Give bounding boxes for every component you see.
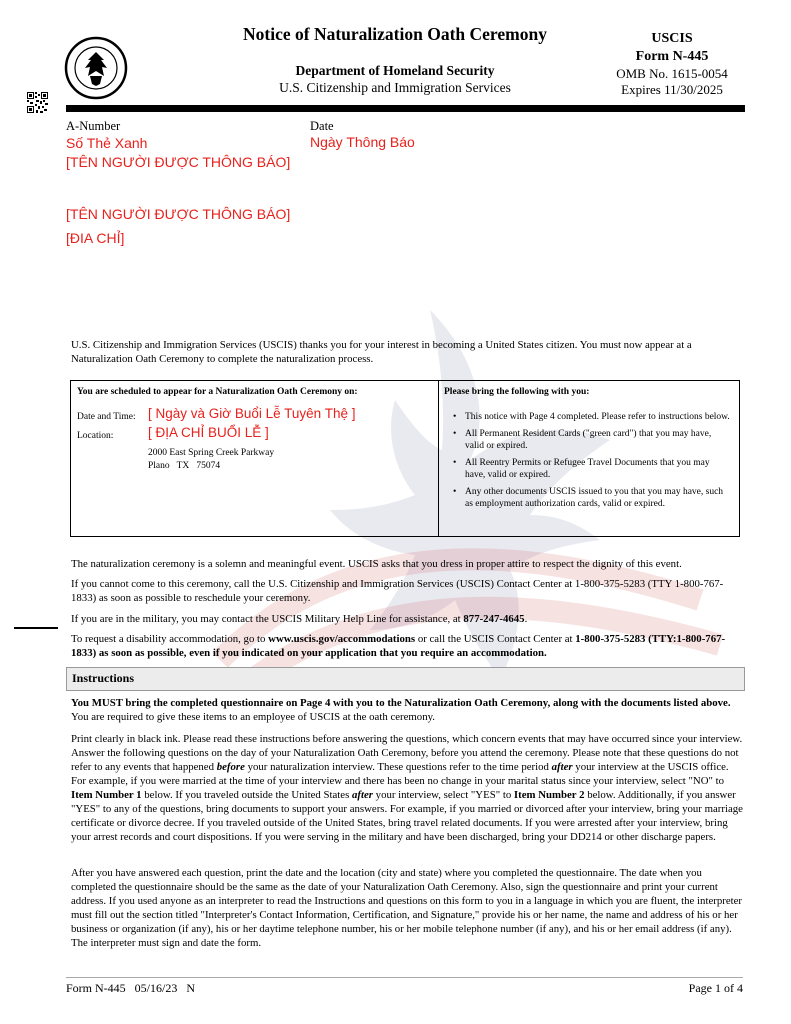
omb-number: OMB No. 1615-0054 (616, 66, 728, 81)
margin-rule (14, 627, 58, 629)
ceremony-location[interactable]: [ ĐỊA CHỈ BUỔI LỄ ] (148, 425, 269, 440)
ceremony-date-time[interactable]: [ Ngày và Giờ Buổi Lễ Tuyên Thệ ] (148, 406, 356, 421)
agency-short: USCIS (651, 31, 693, 46)
intro-paragraph: U.S. Citizenship and Immigration Services (USCIS) thanks you for your interest in becoming a United States citizen. You must now appear at a Naturalization Oath Ceremony to complete the naturalization process. (71, 339, 692, 365)
recipient-name[interactable]: [TÊN NGƯỜI ĐƯỢC THÔNG BÁO] (66, 206, 291, 222)
accommodation-notice: To request a disability accommodation, go to www.uscis.gov/accommodations or call the USCIS Contact Center at 1-800-375-5283 (TTY:1-800-767-1833) as soon as possible, even if you indicated on your application that you require an accommodation. (71, 633, 726, 659)
reschedule-notice: If you cannot come to this ceremony, call the U.S. Citizenship and Immigration Services (USCIS) Contact Center at 1-800-375-5283 (TTY 1-800-767-1833) as soon as possible to reschedule your ceremony. (71, 578, 724, 604)
location-label: Location: (77, 431, 114, 441)
military-helpline-number: 877-247-4645 (463, 613, 525, 625)
department-name: Department of Homeland Security (295, 63, 495, 78)
footer-rule (66, 977, 743, 978)
recipient-name-top[interactable]: [TÊN NGƯỜI ĐƯỢC THÔNG BÁO] (66, 154, 291, 170)
form-edition: Form N-445 05/16/23 N (66, 981, 195, 995)
instructions-heading: Instructions (72, 671, 135, 685)
accommodations-link[interactable]: www.uscis.gov/accommodations (268, 633, 416, 645)
date-label: Date (310, 119, 334, 133)
bring-list (451, 411, 731, 515)
instructions-header (66, 667, 745, 691)
street-address: 2000 East Spring Creek Parkway (148, 448, 275, 458)
qr-code-icon (27, 92, 48, 113)
questionnaire-notice: You MUST bring the completed questionnaire on Page 4 with you to the Naturalization Oath Ceremony, along with the documents listed above. You are required to give these items to an employee of USCIS at the oath ceremony. (71, 697, 731, 723)
dhs-seal-icon (64, 36, 128, 100)
form-number: Form N-445 (635, 49, 709, 64)
instructions-paragraph-1: Print clearly in black ink. Please read these instructions before answering the questions, which concern events that may have occurred since your interview. Answer the following questions on the day of your Naturalization Oath Ceremony, before you attend the ceremony. Please note that these questions do not refer to any events that happened before your naturalization interview. These questions refer to the time period after your interview at the USCIS office. For example, if you were married at the time of your interview and there has been no change in your marital status since your interview, select "NO" to Item Number 1 below. If you traveled outside the United States after your interview, select "YES" to Item Number 2 below. Additionally, if you answer "YES" to any of the questions, bring documents to support your answers. For example, if you married or divorced after your interview, bring your marriage certificate or divorce decree. If you traveled outside of the United States, bring travel related documents. If you were arrested after your interview, bring your arrest records and court dispositions. If you were serving in the military and have been discharged, bring your DD214 or other discharge papers. (71, 733, 743, 843)
box-divider (438, 381, 439, 536)
list-item: • Any other documents USCIS issued to you that you may have, such as employment authorization cards, valid or expired. (453, 487, 724, 509)
date-time-label: Date and Time: (77, 412, 136, 422)
header-rule (66, 105, 745, 112)
schedule-heading: You are scheduled to appear for a Naturalization Oath Ceremony on: (77, 387, 358, 397)
agency-name: U.S. Citizenship and Immigration Services (279, 80, 511, 95)
expiration-date: Expires 11/30/2025 (621, 82, 723, 97)
a-number-field[interactable]: Số Thẻ Xanh (66, 135, 148, 151)
ceremony-schedule-box (70, 380, 740, 537)
list-item: • All Permanent Resident Cards ("green card") that you may have, valid or expired. (453, 429, 712, 451)
instructions-paragraph-2: After you have answered each question, print the date and the location (city and state) where you completed the questionnaire. The date when you completed the questionnaire should be the same as the date of your Naturalization Oath Ceremony. Also, sign the questionnaire and print your current address. If you used anyone as an interpreter to read the Instructions and questions on this form to you in a language in which you are fluent, the interpreter must fill out the section titled "Interpreter's Contact Information, Certification, and Signature," provide his or her name, the name and address of his or her business or organization (if any), his or her daytime telephone number, his or her mobile telephone number (if any), and his or her email address (if any). The interpreter must sign and date the form. (71, 867, 743, 949)
date-field[interactable]: Ngày Thông Báo (310, 134, 415, 150)
bring-heading: Please bring the following with you: (444, 387, 590, 397)
list-item: • This notice with Page 4 completed. Please refer to instructions below. (453, 412, 730, 422)
attire-notice: The naturalization ceremony is a solemn and meaningful event. USCIS asks that you dress in proper attire to respect the dignity of this event. (71, 558, 682, 570)
recipient-address[interactable]: [ĐIA CHỈ] (66, 230, 125, 246)
military-notice: If you are in the military, you may contact the USCIS Military Help Line for assistance, at 877-247-4645. (71, 613, 528, 625)
city-state-zip: Plano TX 75074 (148, 461, 221, 471)
list-item: • All Reentry Permits or Refugee Travel Documents that you may have, valid or expired. (453, 458, 710, 480)
a-number-label: A-Number (66, 119, 121, 133)
form-title: Notice of Naturalization Oath Ceremony (243, 24, 547, 44)
page-number: Page 1 of 4 (688, 981, 743, 995)
